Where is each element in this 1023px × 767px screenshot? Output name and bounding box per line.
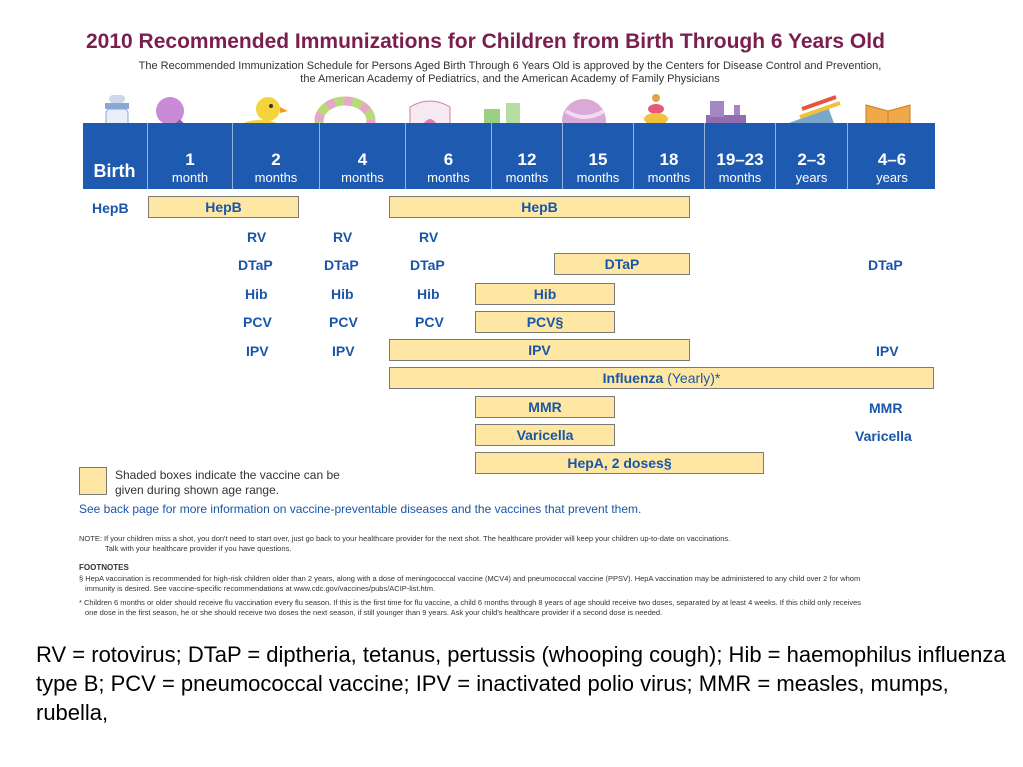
range-bar-hepb-6-18-months: HepB [389,196,690,218]
influenza-label: Influenza [602,370,664,386]
range-bar-hib-12-15-months: Hib [475,283,615,305]
age-column-18-months [633,123,704,189]
age-header-band [83,123,935,189]
age-unit: months [718,170,762,185]
age-unit: months [576,170,620,185]
vaccine-label-ipv-2-months: IPV [246,343,269,359]
footnote-hepa-line-1: § HepA vaccination is recommended for high-risk children older than 2 years, along with a dose of meningococcal vaccine (MCV4) and pneumococcal vaccine (PPSV). HepA vaccination may be administered to any child over 2 for whom [79,574,861,583]
subtitle-line-2: the American Academy of Pediatrics, and the American Academy of Family Physicians [300,73,720,85]
note-line-1: NOTE: If your children miss a shot, you don't need to start over, just go back to your healthcare provider for the next shot. The healthcare provider will keep your children up-to-date on vaccinations. [79,534,731,543]
vaccine-label-pcv-2-months: PCV [243,314,272,330]
vaccine-label-dtap-4-months: DTaP [324,257,359,273]
vaccine-label-varicella-4-6-years: Varicella [855,428,912,444]
vaccine-label-dtap-2-months: DTaP [238,257,273,273]
legend-shaded-swatch [79,467,107,495]
range-bar-ipv-6-18-months: IPV [389,339,690,361]
age-number: Birth [93,161,136,181]
range-bar-pcv-12-15-months: PCV§ [475,311,615,333]
age-unit: years [795,170,828,185]
age-number: 4 [357,150,368,169]
footnote-influenza-line-1: * Children 6 months or older should receive flu vaccination every flu season. If this is the first time for flu vaccine, a child 6 months through 8 years of age should receive two doses, separated by at least 4 weeks. If this child only receives [79,598,862,607]
vaccine-label-hib-2-months: Hib [245,286,268,302]
footnote-hepa-line-2: immunity is desired. See vaccine-specific recommendations at www.cdc.gov/vaccines/pubs/ACIP-list.htm. [85,583,436,593]
vaccine-label-hib-4-months: Hib [331,286,354,302]
age-column-2-3-years [775,123,847,189]
age-unit: months [254,170,298,185]
age-column-15-months [562,123,633,189]
age-column-12-months [491,123,562,189]
range-bar-dtap-15-18-months: DTaP [554,253,690,275]
age-unit: months [505,170,549,185]
note-block [79,534,730,553]
age-unit: months [647,170,691,185]
age-number: 15 [588,150,608,169]
vaccine-label-hepb-birth: HepB [92,200,129,216]
age-unit: month [171,170,209,185]
subtitle-line-1: The Recommended Immunization Schedule for Persons Aged Birth Through 6 Years Old is approved by the Centers for Disease Control and Prevention, [138,60,882,72]
influenza-yearly-note: (Yearly)* [667,370,721,386]
age-unit: months [427,170,470,185]
see-back-page-note: See back page for more information on vaccine-preventable diseases and the vaccines that prevent them. [79,502,642,516]
age-unit: months [341,170,384,185]
vaccine-label-ipv-4-months: IPV [332,343,355,359]
footnote-hepa [79,574,860,593]
age-column-6-months [405,123,491,189]
range-bar-hepb-1-2-months: HepB [148,196,299,218]
vaccine-label-mmr-4-6-years: MMR [869,400,903,416]
age-number: 12 [517,150,537,169]
age-column-19-23-months [704,123,775,189]
age-number: 19–23 [716,150,764,169]
range-bar-hepa-12-23-months: HepA, 2 doses§ [475,452,764,474]
vaccine-label-rv-2-months: RV [247,229,267,245]
vaccine-label-rv-4-months: RV [333,229,353,245]
range-bar-varicella-12-15-months: Varicella [475,424,615,446]
age-number: 2 [271,150,281,169]
vaccine-label-dtap-4-6-years: DTaP [868,257,903,273]
vaccine-label-pcv-4-months: PCV [329,314,358,330]
age-column-4-6-years [847,123,936,189]
vaccine-label-dtap-6-months: DTaP [410,257,445,273]
vaccine-label-rv-6-months: RV [419,229,439,245]
footnote-influenza [79,598,861,617]
age-column-birth [83,123,146,189]
note-line-2: Talk with your healthcare provider if you have questions. [105,543,292,553]
range-bar-mmr-12-15-months: MMR [475,396,615,418]
age-column-1-month [147,123,232,189]
age-column-4-months [319,123,405,189]
footnote-influenza-line-2: one dose in the first season, he or she should receive two doses the next season, if still younger than 9 years. Ask your child's healthcare provider if a second dose is needed. [85,607,663,617]
age-column-2-months [232,123,319,189]
age-unit: years [876,170,908,185]
legend-text: Shaded boxes indicate the vaccine can be given during shown age range. [115,468,340,497]
abbreviation-legend-text: RV = rotovirus; DTaP = diptheria, tetanus, pertussis (whooping cough); Hib = haemophilus influenza type B; PCV = pneumococcal vaccine; IPV = inactivated polio virus; MMR = measles, mumps, rubella, [36,642,1006,725]
age-number: 4–6 [877,150,907,169]
age-number: 1 [185,150,195,169]
age-number: 18 [659,150,679,169]
vaccine-label-ipv-4-6-years: IPV [876,343,899,359]
age-number: 6 [443,150,454,169]
range-bar-influenza-6-months-6-years [389,367,934,389]
footnotes-heading: FOOTNOTES [79,563,129,572]
vaccine-label-pcv-6-months: PCV [415,314,444,330]
page-title: 2010 Recommended Immunizations for Children from Birth Through 6 Years Old [86,30,885,53]
vaccine-label-hib-6-months: Hib [417,286,440,302]
age-number: 2–3 [797,150,826,169]
